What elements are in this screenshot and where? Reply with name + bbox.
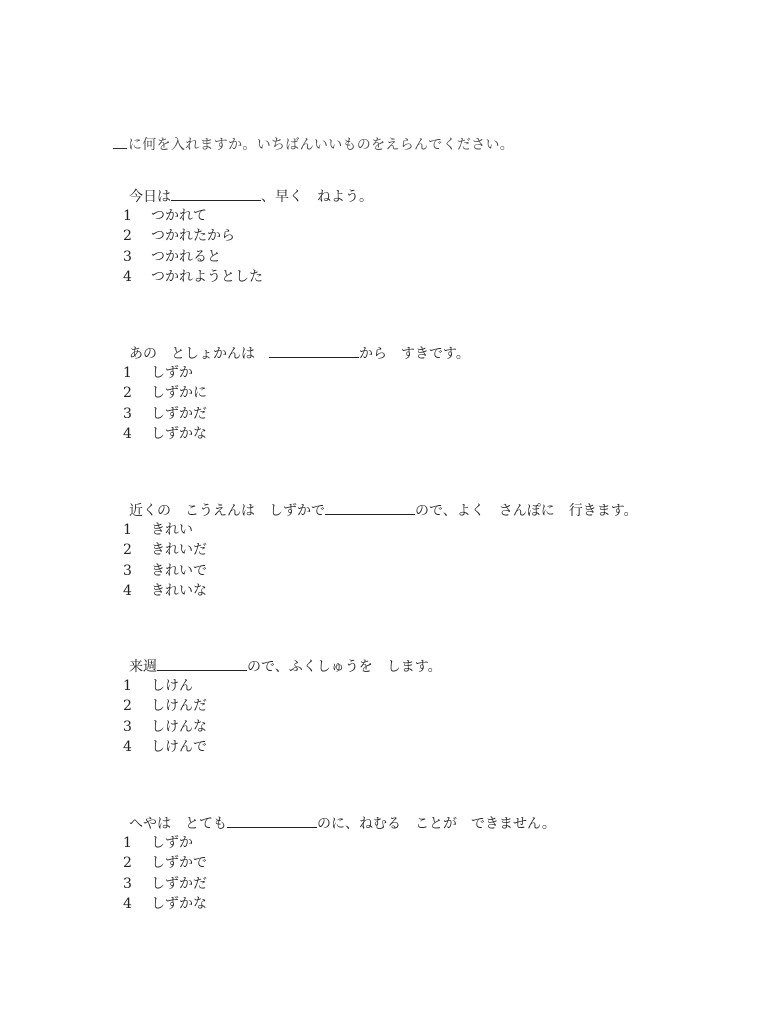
option-3[interactable] bbox=[123, 404, 743, 424]
option-2[interactable] bbox=[123, 540, 743, 560]
option-4[interactable] bbox=[123, 894, 743, 914]
option-1[interactable] bbox=[123, 520, 743, 540]
option-1[interactable] bbox=[123, 363, 743, 383]
option-text: しけんな bbox=[151, 718, 207, 735]
question-stem bbox=[123, 186, 743, 206]
instruction-text bbox=[113, 134, 514, 154]
option-list bbox=[123, 206, 743, 287]
option-text: しずかな bbox=[151, 895, 207, 912]
question-stem bbox=[123, 656, 743, 676]
stem-after: ので、ふくしゅうを します。 bbox=[247, 659, 442, 675]
option-2[interactable] bbox=[123, 383, 743, 403]
question-stem bbox=[123, 813, 743, 833]
option-number: 3 bbox=[123, 248, 132, 265]
question-3 bbox=[123, 500, 743, 601]
option-text: しずか bbox=[151, 835, 193, 851]
option-4[interactable] bbox=[123, 737, 743, 757]
stem-before: 近くの こうえんは しずかで bbox=[129, 503, 325, 519]
option-number: 3 bbox=[123, 718, 132, 735]
option-2[interactable] bbox=[123, 226, 743, 246]
answer-blank bbox=[171, 186, 261, 201]
question-1 bbox=[123, 186, 743, 287]
option-text: つかれて bbox=[151, 208, 207, 224]
option-text: しけんで bbox=[151, 738, 207, 755]
option-number: 2 bbox=[123, 228, 132, 245]
option-number: 4 bbox=[123, 582, 132, 599]
option-number: 2 bbox=[123, 855, 132, 872]
option-4[interactable] bbox=[123, 581, 743, 601]
option-text: しずかだ bbox=[151, 875, 207, 892]
option-2[interactable] bbox=[123, 853, 743, 873]
stem-after: ので、よく さんぽに 行きます。 bbox=[415, 503, 638, 519]
question-stem bbox=[123, 343, 743, 363]
option-text: しずかに bbox=[151, 385, 207, 402]
option-number: 1 bbox=[123, 522, 132, 538]
answer-blank bbox=[269, 343, 359, 358]
option-3[interactable] bbox=[123, 561, 743, 581]
option-4[interactable] bbox=[123, 267, 743, 287]
question-stem bbox=[123, 500, 743, 520]
option-number: 3 bbox=[123, 562, 132, 579]
option-text: つかれようとした bbox=[151, 268, 263, 285]
question-4 bbox=[123, 656, 743, 757]
option-1[interactable] bbox=[123, 676, 743, 696]
option-number: 4 bbox=[123, 268, 132, 285]
option-3[interactable] bbox=[123, 247, 743, 267]
stem-before: あの としょかんは bbox=[129, 346, 269, 362]
option-number: 3 bbox=[123, 875, 132, 892]
option-text: きれい bbox=[151, 522, 193, 538]
question-2 bbox=[123, 343, 743, 444]
option-number: 1 bbox=[123, 365, 132, 381]
stem-before: 来週 bbox=[129, 659, 157, 675]
option-text: しずか bbox=[151, 365, 193, 381]
option-2[interactable] bbox=[123, 696, 743, 716]
option-3[interactable] bbox=[123, 874, 743, 894]
option-1[interactable] bbox=[123, 206, 743, 226]
option-text: しけん bbox=[151, 678, 193, 694]
stem-before: 今日は bbox=[129, 189, 171, 205]
stem-after: のに、ねむる ことが できません。 bbox=[317, 816, 556, 832]
answer-blank bbox=[325, 500, 415, 515]
option-list bbox=[123, 363, 743, 444]
option-number: 4 bbox=[123, 425, 132, 442]
stem-after: から すきです。 bbox=[359, 346, 470, 362]
answer-blank bbox=[157, 656, 247, 671]
option-3[interactable] bbox=[123, 717, 743, 737]
option-1[interactable] bbox=[123, 833, 743, 853]
stem-after: 、早く ねよう。 bbox=[261, 189, 373, 205]
option-text: しずかな bbox=[151, 425, 207, 442]
option-number: 4 bbox=[123, 895, 132, 912]
option-list bbox=[123, 676, 743, 757]
option-text: しずかで bbox=[151, 855, 207, 872]
option-list bbox=[123, 833, 743, 914]
option-4[interactable] bbox=[123, 424, 743, 444]
option-number: 2 bbox=[123, 385, 132, 402]
option-text: きれいで bbox=[151, 562, 207, 579]
option-number: 1 bbox=[123, 208, 132, 224]
option-text: しけんだ bbox=[151, 698, 207, 715]
option-list bbox=[123, 520, 743, 601]
option-number: 4 bbox=[123, 738, 132, 755]
instruction-blank bbox=[113, 134, 127, 149]
option-text: きれいな bbox=[151, 582, 207, 599]
option-number: 1 bbox=[123, 835, 132, 851]
answer-blank bbox=[227, 813, 317, 828]
question-5 bbox=[123, 813, 743, 914]
option-number: 1 bbox=[123, 678, 132, 694]
instruction-label: に何を入れますか。いちばんいいものをえらんでください。 bbox=[128, 137, 515, 153]
option-text: つかれたから bbox=[151, 228, 235, 245]
stem-before: へやは とても bbox=[129, 816, 227, 832]
option-text: つかれると bbox=[151, 248, 221, 265]
option-number: 2 bbox=[123, 698, 132, 715]
option-number: 3 bbox=[123, 405, 132, 422]
option-number: 2 bbox=[123, 542, 132, 559]
option-text: しずかだ bbox=[151, 405, 207, 422]
option-text: きれいだ bbox=[151, 542, 207, 559]
